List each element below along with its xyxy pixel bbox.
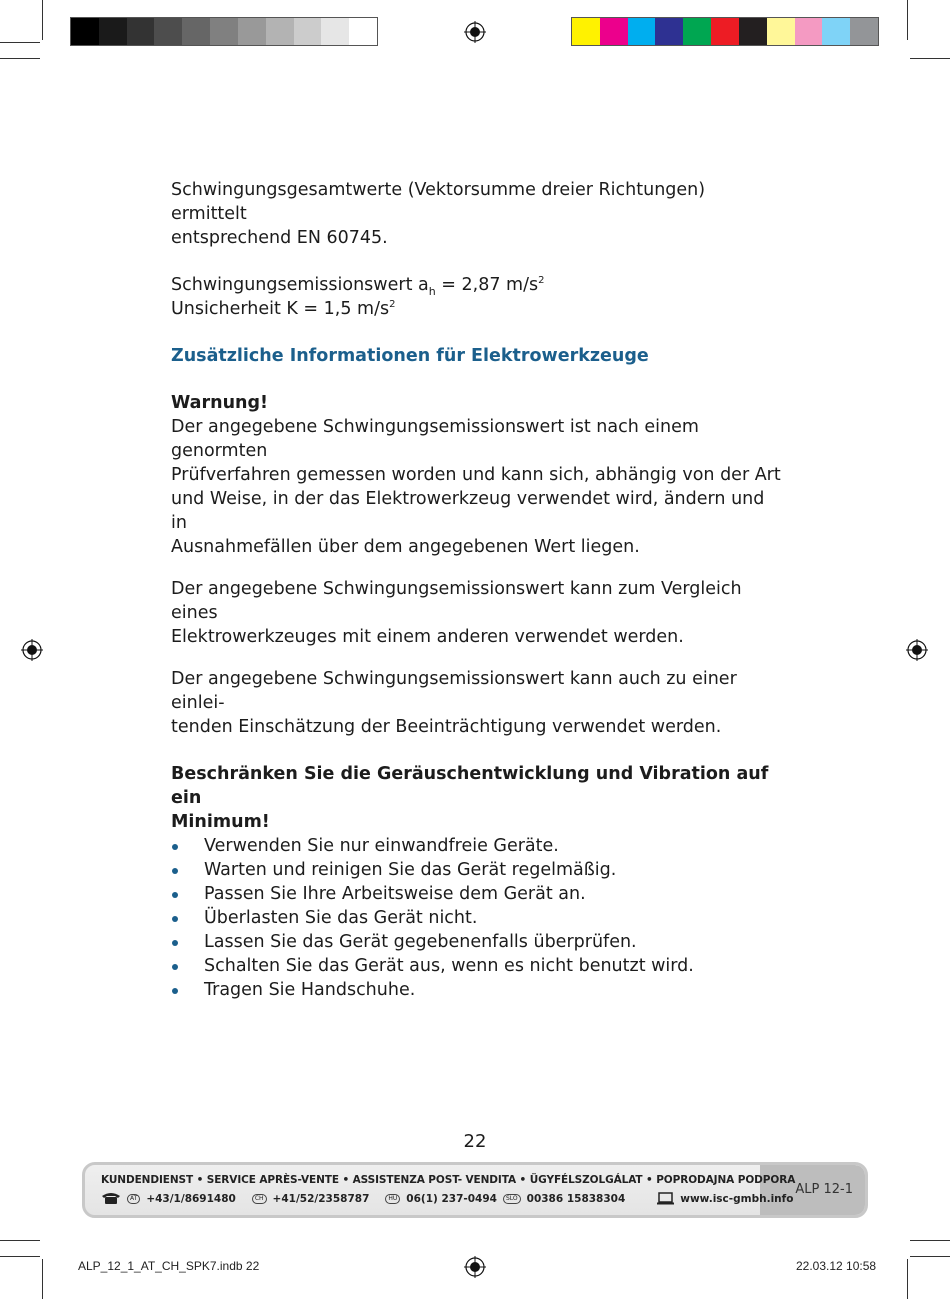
text-line: Der angegebene Schwingungsemissionswert ist nach einem genormten (171, 417, 699, 461)
list-item: Überlasten Sie das Gerät nicht. (171, 906, 781, 930)
manual-page-content (171, 178, 781, 1002)
crop-mark (42, 1259, 43, 1299)
crop-mark (0, 1240, 40, 1241)
registration-mark-icon (906, 639, 928, 661)
country-badge-slo: SLO (503, 1194, 521, 1204)
crop-mark (0, 58, 40, 59)
assessment-paragraph (171, 667, 781, 739)
model-number: ALP 12-1 (795, 1182, 853, 1197)
telephone-icon (101, 1192, 121, 1205)
warning-title: Warnung! (171, 393, 269, 413)
text-line: Der angegebene Schwingungsemissionswert kann zum Vergleich eines (171, 579, 742, 623)
color-swatch (266, 18, 294, 45)
country-badge-at: AT (127, 1194, 140, 1204)
crop-mark (907, 0, 908, 40)
color-swatch (321, 18, 349, 45)
registration-mark-icon (21, 639, 43, 661)
date-slug: 22.03.12 10:58 (796, 1259, 877, 1273)
page-number: 22 (463, 1131, 487, 1152)
color-swatch (238, 18, 266, 45)
service-bar-title: KUNDENDIENST • SERVICE APRÈS-VENTE • ASSISTENZA POST- VENDITA • ÜGYFÉLSZOLGÁLAT • POPRODAJNA PODPORA (101, 1174, 796, 1186)
list-item: Verwenden Sie nur einwandfreie Geräte. (171, 834, 781, 858)
section-heading: Zusätzliche Informationen für Elektrowerkzeuge (171, 346, 649, 366)
color-swatch (127, 18, 155, 45)
color-swatch (154, 18, 182, 45)
website-link[interactable]: www.isc-gmbh.info (680, 1192, 794, 1205)
color-swatch (572, 18, 600, 45)
color-swatch (795, 18, 823, 45)
phone-ch: +41/52/2358787 (272, 1192, 370, 1205)
phone-slo: 00386 15838304 (526, 1192, 626, 1205)
registration-mark-icon (464, 1256, 486, 1278)
uncertainty-value (171, 297, 781, 321)
country-badge-ch: CH (252, 1194, 267, 1204)
color-swatch (71, 18, 99, 45)
service-bar (82, 1162, 868, 1218)
crop-mark (0, 42, 40, 43)
color-swatch (655, 18, 683, 45)
text-line: Schwingungsgesamtwerte (Vektorsumme dreier Richtungen) ermittelt (171, 180, 706, 224)
crop-mark (0, 1256, 40, 1257)
color-swatch (349, 18, 377, 45)
crop-mark (910, 58, 950, 59)
text-line: Elektrowerkzeuges mit einem anderen verwendet werden. (171, 627, 684, 647)
color-swatch (628, 18, 656, 45)
text-line: Der angegebene Schwingungsemissionswert kann auch zu einer einlei- (171, 669, 737, 713)
list-item: Warten und reinigen Sie das Gerät regelmäßig. (171, 858, 781, 882)
emission-exponent: 2 (538, 275, 545, 286)
process-color-bar (571, 17, 879, 46)
list-item: Tragen Sie Handschuhe. (171, 978, 781, 1002)
registration-mark-icon (464, 21, 486, 43)
color-swatch (99, 18, 127, 45)
crop-mark (42, 0, 43, 40)
color-swatch (767, 18, 795, 45)
text-line: Minimum! (171, 812, 270, 832)
text-line: entsprechend EN 60745. (171, 228, 388, 248)
color-swatch (210, 18, 238, 45)
text-line: und Weise, in der das Elektrowerkzeug verwendet wird, ändern und in (171, 489, 765, 533)
comparison-paragraph (171, 577, 781, 649)
laptop-icon (657, 1192, 674, 1205)
color-swatch (822, 18, 850, 45)
warning-text (171, 415, 781, 559)
country-badge-hu: HU (385, 1194, 400, 1204)
text-line: Beschränken Sie die Geräuschentwicklung und Vibration auf ein (171, 764, 769, 808)
text-line: tenden Einschätzung der Beeinträchtigung verwendet werden. (171, 717, 722, 737)
limit-heading (171, 762, 781, 834)
uncertainty-label: Unsicherheit K = 1,5 m/s (171, 299, 390, 319)
color-swatch (739, 18, 767, 45)
color-swatch (850, 18, 878, 45)
list-item: Passen Sie Ihre Arbeitsweise dem Gerät an. (171, 882, 781, 906)
list-item: Lassen Sie das Gerät gegebenenfalls überprüfen. (171, 930, 781, 954)
emission-label: Schwingungsemissionswert a (171, 275, 429, 295)
color-swatch (683, 18, 711, 45)
color-swatch (182, 18, 210, 45)
uncertainty-exponent: 2 (389, 299, 396, 310)
color-swatch (600, 18, 628, 45)
color-swatch (294, 18, 322, 45)
text-line: Ausnahmefällen über dem angegebenen Wert liegen. (171, 537, 640, 557)
grayscale-color-bar (70, 17, 378, 46)
tips-list (171, 834, 781, 1002)
crop-mark (910, 1256, 950, 1257)
file-slug: ALP_12_1_AT_CH_SPK7.indb 22 (78, 1259, 260, 1273)
phone-hu: 06(1) 237-0494 (406, 1192, 497, 1205)
list-item: Schalten Sie das Gerät aus, wenn es nicht benutzt wird. (171, 954, 781, 978)
text-line: Prüfverfahren gemessen worden und kann sich, abhängig von der Art (171, 465, 781, 485)
emission-value: = 2,87 m/s (435, 275, 539, 295)
emission-subscript: h (428, 285, 436, 298)
vibration-total-text (171, 178, 781, 250)
phone-at: +43/1/8691480 (146, 1192, 236, 1205)
service-bar-contacts (101, 1192, 793, 1205)
crop-mark (910, 1240, 950, 1241)
color-swatch (711, 18, 739, 45)
crop-mark (907, 1259, 908, 1299)
vibration-emission-value (171, 273, 781, 297)
